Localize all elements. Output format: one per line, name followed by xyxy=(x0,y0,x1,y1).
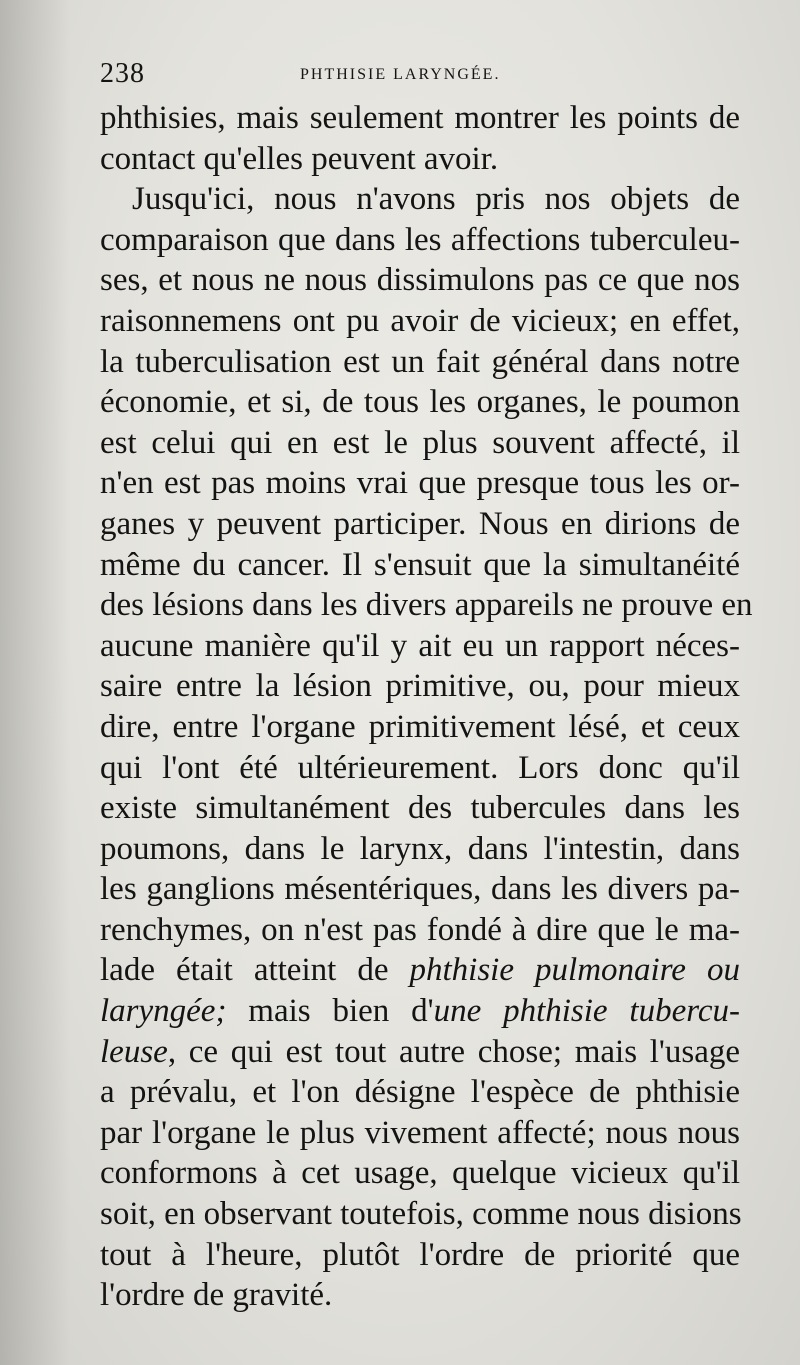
italic-segment: leuse xyxy=(100,1033,168,1070)
text-line: phthisies, mais seulement montrer les points de xyxy=(100,100,740,136)
text-line: comparaison que dans les affections tuberculeu- xyxy=(100,221,740,258)
text-line: tout à l'heure, plutôt l'ordre de priorité que xyxy=(100,1236,740,1273)
text-line: renchymes, on n'est pas fondé à dire que le ma- xyxy=(100,911,740,948)
page-number: 238 xyxy=(100,58,145,89)
text-line: soit, en observant toutefois, comme nous disions xyxy=(100,1196,742,1233)
text-line: même du cancer. Il s'ensuit que la simultanéité xyxy=(100,546,740,583)
italic-segment: une phthisie tubercu- xyxy=(433,993,740,1030)
text-line: des lésions dans les divers appareils ne prouve en xyxy=(100,587,753,624)
text-line: existe simultanément des tubercules dans les xyxy=(100,790,740,827)
running-title: PHTHISIE LARYNGÉE. xyxy=(300,66,501,83)
text-segment: mais bien d' xyxy=(226,993,434,1030)
text-line: économie, et si, de tous les organes, le poumon xyxy=(100,384,740,421)
text-line: a prévalu, et l'on désigne l'espèce de phthisie xyxy=(100,1074,740,1111)
text-line-mixed xyxy=(100,950,740,991)
italic-segment: phthisie pulmonaire ou xyxy=(409,952,740,989)
text-line: raisonnemens ont pu avoir de vicieux; en effet, xyxy=(100,302,740,339)
text-line: la tuberculisation est un fait général dans notre xyxy=(100,343,740,380)
text-line: saire entre la lésion primitive, ou, pour mieux xyxy=(100,668,740,705)
text-line: qui l'ont été ultérieurement. Lors donc qu'il xyxy=(100,749,740,786)
text-line: n'en est pas moins vrai que presque tous les or- xyxy=(100,465,740,502)
text-line: ganes y peuvent participer. Nous en dirions de xyxy=(100,505,740,542)
page-header xyxy=(100,58,740,98)
text-line: l'ordre de gravité. xyxy=(100,1277,333,1314)
text-line: conformons à cet usage, quelque vicieux qu'il xyxy=(100,1155,740,1192)
text-line: poumons, dans le larynx, dans l'intestin, dans xyxy=(100,830,740,867)
body-text xyxy=(100,98,753,1316)
text-segment: , ce qui est tout autre chose; mais l'usage xyxy=(167,1033,740,1070)
text-line-mixed xyxy=(100,1032,740,1073)
text-line: ses, et nous ne nous dissimulons pas ce que nos xyxy=(100,262,740,299)
text-line-mixed xyxy=(100,991,740,1032)
text-line: contact qu'elles peuvent avoir. xyxy=(100,140,499,177)
text-line: est celui qui en est le plus souvent affecté, il xyxy=(100,424,740,461)
text-line: les ganglions mésentériques, dans les divers pa- xyxy=(100,871,740,908)
text-line: par l'organe le plus vivement affecté; nous nous xyxy=(100,1114,740,1151)
text-segment: lade était atteint de xyxy=(100,952,410,989)
text-line: aucune manière qu'il y ait eu un rapport néces- xyxy=(100,627,740,664)
italic-segment: laryngée; xyxy=(100,993,227,1030)
text-line: dire, entre l'organe primitivement lésé, et ceux xyxy=(100,708,740,745)
text-line: Jusqu'ici, nous n'avons pris nos objets de xyxy=(132,181,740,218)
